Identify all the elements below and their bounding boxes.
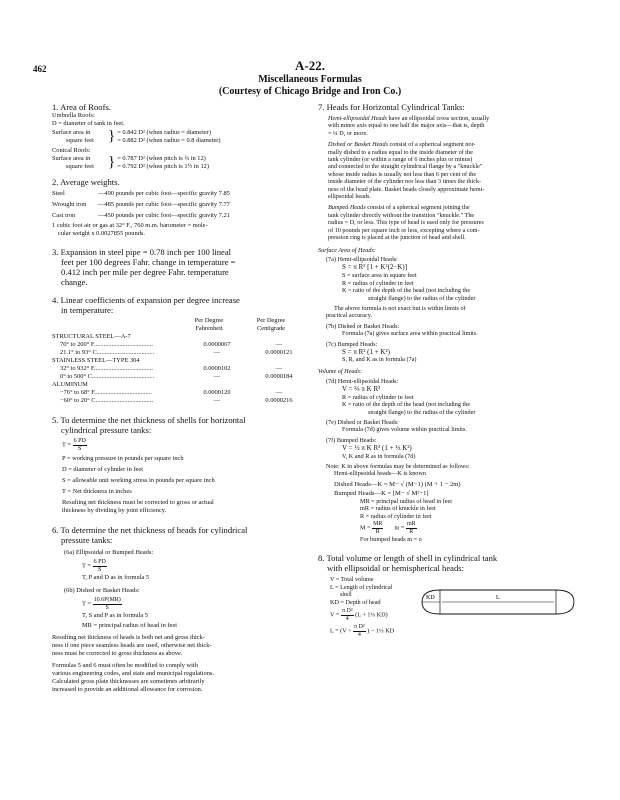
paragraph-line: tank cylinder directly without the transition "knuckle." The — [328, 211, 475, 219]
formula-5 — [62, 438, 314, 452]
definition: P = working pressure in pounds per square inch — [62, 455, 184, 462]
definition: K = ratio of the depth of the head (not including the — [342, 401, 471, 409]
coef-fahrenheit — [178, 333, 240, 341]
subhead-7a: (7a) Hemi-ellipsoidal Heads: — [326, 255, 398, 263]
umbrella-1: = 0.842 D² (when radius = diameter) — [117, 129, 211, 136]
eq-lhs: V = — [330, 611, 340, 619]
section-3-line: 3. Expansion in steel pipe = 0.78 inch per 100 lineal — [52, 247, 232, 257]
page-subtitle: Miscellaneous Formulas — [258, 74, 362, 85]
weight-name: Wrought iron — [52, 201, 87, 208]
paragraph-line: with minor axis equal to one half the major axis—that is, depth — [328, 122, 485, 130]
coef-fahrenheit: — — [213, 373, 221, 380]
section-5 — [52, 415, 314, 515]
conical-label: Conical Roofs: — [52, 147, 91, 154]
note: The above formula is not exact but is within limits of — [334, 304, 466, 312]
coef-label: 0° to 500° C....................................... — [60, 373, 155, 380]
paragraph-line: various engineering codes, and state and municipal regulations. — [52, 670, 215, 677]
coef-centigrade: — — [275, 389, 283, 396]
right-column — [318, 102, 590, 646]
coef-centigrade — [240, 381, 302, 389]
note: T, P and D as in formula 5 — [82, 574, 150, 581]
weight-row — [52, 201, 314, 209]
coef-label: −60° to 20° C.................................... — [60, 397, 154, 404]
eq-lhs: T = — [82, 600, 91, 608]
section-4 — [52, 295, 314, 405]
coef-centigrade: — — [275, 341, 283, 348]
formula-l — [330, 624, 590, 638]
note: practical accuracy. — [326, 312, 372, 320]
definition: MR = principal radius of head in feet — [360, 497, 452, 505]
sa-label-1: Surface area in — [52, 129, 91, 136]
coef-fahrenheit: 0.0000102 — [203, 365, 231, 372]
denominator: R — [409, 528, 414, 535]
coef-centigrade: 0.0000184 — [265, 373, 293, 380]
paragraph-line: ness must be corrected to gross thickness as above. — [52, 650, 183, 657]
gas-note-1: 1 cubic foot air or gas at 32° F., 760 m.m. barometer = mole- — [52, 222, 208, 229]
fraction — [341, 608, 354, 622]
note: T, S and P as in formula 5 — [82, 612, 149, 619]
coef-centigrade — [240, 333, 302, 341]
note: thickness by dividing by joint efficiency. — [62, 507, 167, 514]
term: Dished or Basket Heads — [328, 141, 388, 149]
bumped-k-formula: Bumped Heads—K = [M− √ M²−1] — [334, 489, 429, 497]
subhead-6b: (6b) Dished or Basket Heads: — [64, 587, 140, 594]
numerator: MR — [373, 521, 383, 528]
coef-centigrade: 0.0000121 — [265, 349, 293, 356]
section-8 — [318, 553, 590, 646]
coef-label: −76° to 68° F.................................... — [60, 389, 152, 396]
tank-diagram — [418, 584, 578, 620]
umbrella-label: Umbrella Roofs: — [52, 112, 95, 119]
text-7b: Formula (7a) gives surface area within practical limits. — [342, 330, 478, 338]
col-f-head: Fahrenheit — [195, 325, 223, 332]
surface-area-heading: Surface Area of Heads: — [318, 246, 376, 254]
definition: V = Total volume — [330, 576, 374, 584]
coef-label: 32° to 932° F..................................... — [60, 365, 154, 372]
weight-row — [52, 212, 314, 220]
paragraph-line: inside diameter of the cylinder nor less than 3 times the thick- — [328, 178, 482, 186]
section-7-heading: 7. Heads for Horizontal Cylindrical Tanks: — [318, 102, 465, 112]
section-1-heading: 1. Area of Roofs. — [52, 102, 111, 112]
formula-7d: V = ⅔ π K R³ — [342, 385, 381, 394]
denominator: 4 — [357, 631, 361, 638]
subhead-7c: (7c) Bumped Heads: — [326, 340, 378, 348]
page-credit: (Courtesy of Chicago Bridge and Iron Co.) — [218, 86, 402, 97]
section-8-heading-2: with ellipsoidal or hemispherical heads: — [327, 563, 464, 574]
weight-name: Steel — [52, 190, 65, 197]
paragraph-line: increased to provide an additional allowance for corrosion. — [52, 686, 203, 693]
note: MR = principal radius of head in feet — [82, 622, 177, 629]
section-3 — [52, 247, 314, 287]
volume-heading: Volume of Heads: — [318, 368, 362, 376]
paragraph-line: Calculated gross plate thicknesses are sometimes arbitrarily — [52, 678, 205, 685]
section-3-line: feet per 100 degrees Fahr. change in temperature = — [61, 257, 236, 267]
coef-row — [52, 397, 314, 405]
formula-7f: V = ½ π K R³ (1 + ⅓ K²) — [342, 444, 412, 453]
weight-value: —450 pounds per cubic foot—specific gravity 7.21 — [98, 212, 230, 219]
coef-table-header — [52, 317, 314, 333]
denominator: S — [78, 445, 82, 452]
sa-label-2: square feet — [66, 137, 94, 144]
section-5-heading-2: cylindrical pressure tanks: — [61, 425, 152, 435]
eq-tail: (L + 1⅓ KD) — [355, 611, 388, 619]
denominator: S — [105, 604, 109, 611]
subhead-6a: (6a) Ellipsoidal or Bumped Heads: — [64, 549, 154, 556]
col-c-head: Per Degree — [256, 317, 286, 324]
conical-formula — [52, 155, 314, 171]
note: Hemi-ellipsoidal heads—K is known — [334, 470, 426, 478]
definition: R = radius of cylinder in feet — [342, 393, 414, 401]
coef-row — [52, 333, 314, 341]
conical-2: = 0.792 D² (when pitch is 1½ in 12) — [117, 163, 209, 170]
text-7e: Formula (7d) gives volume within practical limits. — [342, 426, 467, 434]
note: For bumped heads m = o — [360, 536, 422, 544]
eq-lhs: L = (V ÷ — [330, 627, 352, 635]
m-formula — [360, 521, 590, 535]
coef-row — [52, 389, 314, 397]
coef-centigrade — [240, 357, 302, 365]
definition: T = Net thickness in inches — [62, 488, 132, 495]
formula-6a — [82, 559, 314, 573]
eq-lhs: T = — [82, 562, 91, 570]
section-2 — [52, 177, 314, 238]
coef-row — [52, 357, 314, 365]
numerator: π D² — [341, 608, 353, 615]
page-number: 462 — [33, 64, 47, 74]
section-6-heading: 6. To determine the net thickness of heads for cylindrical — [52, 525, 248, 535]
section-6 — [52, 525, 314, 694]
fraction — [93, 559, 107, 573]
gas-note-2: cular weight x 0.0027855 pounds. — [58, 230, 145, 237]
section-4-heading: 4. Linear coefficients of expansion per degree increase — [52, 295, 240, 305]
left-column — [52, 102, 314, 694]
definition: S = allowable unit working stress in pounds per square inch — [62, 477, 215, 484]
subhead-7f: (7f) Bumped Heads: — [326, 436, 377, 444]
coef-label: 21.1° to 93° C.................................... — [60, 349, 155, 356]
numerator: 6 PD — [93, 559, 106, 565]
definition: S = surface area in square feet — [342, 272, 417, 280]
paragraph-line: consist of a spherical segment nor- — [389, 141, 476, 149]
d-definition: D = diameter of tank in feet. — [52, 120, 125, 127]
coef-table — [52, 333, 314, 405]
fraction — [406, 521, 417, 535]
paragraph-line: ness of the head plate. Basket heads closely approximate hemi- — [328, 185, 485, 193]
eq-lhs: M = — [360, 524, 371, 532]
coef-fahrenheit: 0.0000067 — [203, 341, 231, 348]
denominator: S — [98, 566, 102, 573]
section-6-heading-2: pressure tanks: — [61, 535, 113, 545]
definition: straight flange) to the radius of the cylinder — [368, 408, 476, 416]
subhead-7e: (7e) Dished or Basket Heads: — [326, 418, 399, 426]
weight-name: Cast iron — [52, 212, 76, 219]
section-3-line: change. — [61, 277, 88, 287]
eq-tail: ) − 1⅓ KD — [367, 627, 395, 635]
numerator: 6 PD — [73, 438, 86, 444]
definition: mR = radius of knuckle in feet — [360, 505, 436, 513]
paragraph-line: whose inside radius is usually not less than 6 per cent of the — [328, 170, 477, 178]
coef-row — [52, 341, 314, 349]
coef-fahrenheit: — — [213, 349, 221, 356]
note: S, R, and K as in formula (7a) — [342, 355, 417, 363]
paragraph-line: consist of a spherical segment joining the — [367, 204, 470, 212]
coef-label: STRUCTURAL STEEL—A-7 — [52, 333, 131, 340]
section-1 — [52, 102, 314, 171]
col-f-head: Per Degree — [194, 317, 224, 324]
formula-7c: S = π R² (1 + K²) — [342, 347, 390, 356]
numerator: 10.6P(MR) — [93, 597, 121, 603]
definition: shell — [340, 591, 352, 599]
coef-centigrade: 0.0000216 — [265, 397, 293, 404]
paragraph-line: Formulas 5 and 6 must often be modified to comply with — [52, 662, 198, 669]
coef-centigrade: — — [275, 365, 283, 372]
paragraph-line: Resulting net thickness of heads is both net and gross thick- — [52, 634, 205, 641]
subhead-7d: (7d) Hemi-ellipsoidal Heads: — [326, 377, 399, 385]
page-title: A-22. — [295, 58, 325, 73]
denominator: 4 — [345, 615, 349, 622]
coef-label: STAINLESS STEEL—TYPE 304 — [52, 357, 140, 364]
coef-fahrenheit — [178, 381, 240, 389]
definition: K = ratio of the depth of the head (not including the — [342, 287, 471, 295]
section-2-heading: 2. Average weights. — [52, 177, 120, 187]
brace: } — [108, 128, 116, 144]
coef-row — [52, 365, 314, 373]
paragraph-line: of 10 pounds per square inch or less, excepting where a com- — [328, 226, 480, 234]
definition: D = diameter of cylinder in feet — [62, 466, 143, 473]
weight-value: —490 pounds per cubic foot—specific gravity 7.85 — [98, 190, 230, 197]
numerator: π D² — [354, 624, 365, 631]
fraction — [372, 521, 383, 535]
umbrella-2: = 0.882 D² (when radius = 0.8 diameter) — [117, 137, 221, 144]
kd-label: KD — [426, 595, 435, 602]
definition: straight flange) to the radius of the cylinder — [368, 294, 476, 302]
paragraph-line: tank cylinder (or within a range of 6 inches plus or minus) — [328, 156, 473, 164]
fraction — [93, 597, 122, 611]
note: V, K and R as in formula (7d) — [342, 452, 416, 460]
term: Bumped Heads — [328, 204, 366, 212]
paragraph-line: = ¼ D, or more. — [328, 129, 368, 137]
umbrella-formula — [52, 129, 314, 145]
sa-label-2: square feet — [66, 163, 94, 170]
section-3-line: 0.412 inch per mile per degree Fahr. temperature — [61, 267, 229, 277]
section-5-heading: 5. To determine the net thickness of shells for horizontal — [52, 415, 246, 425]
eq-lhs: m = — [394, 524, 405, 532]
paragraph-line: have an ellipsoidal cross section, usually — [388, 115, 490, 122]
l-label: L — [496, 595, 500, 602]
paragraph-line: ness if one piece seamless heads are used, otherwise net thick- — [52, 642, 212, 649]
coef-label: ALUMINUM — [52, 381, 88, 388]
paragraph-line: and connected to the straight cylindrical flange by a "knuckle" — [328, 163, 483, 171]
section-8-heading: 8. Total volume or length of shell in cylindrical tank — [318, 553, 498, 564]
coef-label: 70° to 200° F..................................... — [60, 341, 154, 348]
coef-row — [52, 381, 314, 389]
paragraph-line: ellipsoidal heads. — [328, 193, 371, 201]
brace: } — [108, 154, 116, 170]
paragraph-line: radius = D, or less. This type of head is used only for pressures — [328, 219, 484, 227]
col-c-head: Centigrade — [256, 325, 286, 332]
definition: R = radius of cylinder in feet — [360, 512, 432, 520]
term: Hemi-ellipsoidal Heads — [328, 115, 387, 122]
note: Resulting net thickness must be corrected to gross or actual — [62, 499, 214, 506]
subhead-7b: (7b) Dished or Basket Heads: — [326, 322, 400, 330]
paragraph-line: pression ring is placed at the junction of head and shell. — [328, 234, 466, 242]
definition: R = radius of cylinder in feet — [342, 279, 414, 287]
numerator: mR — [406, 521, 416, 528]
denominator: R — [375, 528, 380, 535]
eq-lhs: T = — [62, 441, 71, 449]
fraction — [73, 438, 87, 452]
coef-fahrenheit: — — [213, 397, 221, 404]
coef-fahrenheit — [178, 357, 240, 365]
sa-label-1: Surface area in — [52, 155, 91, 162]
paragraph-line: mally dished to a radius equal to the inside diameter of the — [328, 148, 473, 156]
weight-row — [52, 190, 314, 198]
formula-6b — [82, 597, 314, 611]
coef-fahrenheit: 0.0000120 — [203, 389, 231, 396]
definition: L = Length of cylindrical — [330, 583, 393, 591]
weight-value: —485 pounds per cubic foot—specific gravity 7.77 — [98, 201, 230, 208]
conical-1: = 0.787 D² (when pitch is ¾ in 12) — [117, 155, 206, 162]
section-4-heading-2: in temperature: — [61, 305, 114, 315]
coef-row — [52, 349, 314, 357]
fraction — [353, 624, 366, 638]
note: Note: K in above formulas may be determined as follows: — [326, 463, 470, 471]
dished-k-formula: Dished Heads—K = M− √ (M−1) (M + 1 − 2m) — [334, 480, 461, 488]
definition: KD = Depth of head — [330, 598, 381, 606]
formula-7a: S = π R² [1 + K²(2−K)] — [342, 263, 408, 272]
coef-row — [52, 373, 314, 381]
